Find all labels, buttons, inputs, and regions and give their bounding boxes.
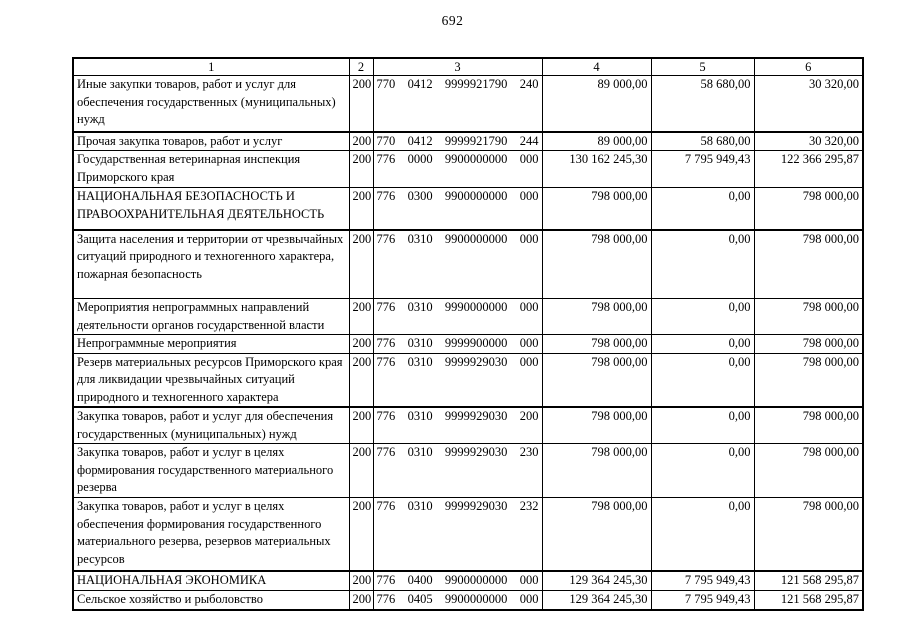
code-target-article: 9900000000 (444, 572, 508, 587)
table-row (73, 591, 863, 610)
cell-item-name: НАЦИОНАЛЬНАЯ БЕЗОПАСНОСТЬ И ПРАВООХРАНИТЕЛЬНАЯ ДЕЯТЕЛЬНОСТЬ (73, 188, 349, 230)
code-target-article: 9999900000 (444, 336, 508, 350)
code-target-article: 9999921790 (444, 77, 508, 91)
cell-amount-col5: 7 795 949,43 (651, 591, 754, 610)
classification-codes-group (377, 299, 539, 317)
code-chief: 776 (376, 499, 396, 513)
code-section: 0412 (407, 77, 433, 91)
code-expense-kind: 232 (519, 499, 539, 513)
cell-amount-col4: 89 000,00 (542, 132, 651, 151)
code-section: 0412 (407, 133, 433, 148)
cell-amount-col4: 798 000,00 (542, 335, 651, 354)
table-row (73, 151, 863, 188)
code-chief: 776 (376, 409, 396, 423)
code-target-article: 9900000000 (444, 189, 508, 203)
code-expense-kind: 000 (519, 231, 539, 246)
cell-classification-codes (373, 335, 542, 354)
cell-amount-col6: 798 000,00 (754, 299, 863, 335)
code-section: 0000 (407, 152, 433, 166)
cell-amount-col6: 798 000,00 (754, 335, 863, 354)
cell-expense-type: 200 (349, 132, 373, 151)
code-expense-kind: 000 (519, 572, 539, 587)
cell-amount-col5: 0,00 (651, 230, 754, 299)
cell-amount-col4: 798 000,00 (542, 444, 651, 498)
code-section: 0310 (407, 336, 433, 350)
code-target-article: 9999929030 (444, 409, 508, 423)
code-section: 0405 (407, 592, 433, 606)
cell-item-name: НАЦИОНАЛЬНАЯ ЭКОНОМИКА (73, 571, 349, 591)
cell-expense-type: 200 (349, 498, 373, 571)
cell-amount-col4: 89 000,00 (542, 76, 651, 132)
cell-amount-col5: 0,00 (651, 299, 754, 335)
cell-amount-col5: 0,00 (651, 353, 754, 407)
code-section: 0310 (407, 409, 433, 423)
cell-amount-col6: 122 366 295,87 (754, 151, 863, 188)
code-expense-kind: 000 (519, 336, 539, 350)
cell-expense-type: 200 (349, 571, 373, 591)
cell-classification-codes (373, 230, 542, 299)
cell-classification-codes (373, 188, 542, 230)
cell-amount-col4: 798 000,00 (542, 498, 651, 571)
table-row (73, 335, 863, 354)
code-target-article: 9900000000 (444, 152, 508, 166)
classification-codes-group (377, 408, 539, 426)
cell-classification-codes (373, 299, 542, 335)
cell-amount-col4: 798 000,00 (542, 299, 651, 335)
cell-item-name: Закупка товаров, работ и услуг в целях обеспечения формирования государственного материального резерва, резервов материальных ресурсов (73, 498, 349, 571)
cell-amount-col6: 30 320,00 (754, 76, 863, 132)
column-header-1: 1 (73, 58, 349, 76)
cell-amount-col5: 0,00 (651, 444, 754, 498)
table-row (73, 571, 863, 591)
cell-amount-col6: 798 000,00 (754, 407, 863, 444)
classification-codes-group (377, 151, 539, 169)
code-expense-kind: 000 (519, 354, 539, 369)
table-row (73, 188, 863, 230)
cell-amount-col4: 798 000,00 (542, 188, 651, 230)
column-header-5: 5 (651, 58, 754, 76)
code-chief: 776 (376, 592, 396, 606)
cell-item-name: Защита населения и территории от чрезвычайных ситуаций природного и техногенного характера, пожарная безопасность (73, 230, 349, 299)
code-chief: 776 (376, 300, 396, 314)
table-row (73, 498, 863, 571)
classification-codes-group (377, 444, 539, 462)
code-chief: 776 (376, 189, 396, 203)
cell-classification-codes (373, 76, 542, 132)
cell-amount-col4: 130 162 245,30 (542, 151, 651, 188)
cell-item-name: Прочая закупка товаров, работ и услуг (73, 132, 349, 151)
code-target-article: 9999929030 (444, 354, 508, 369)
code-chief: 776 (376, 445, 396, 459)
code-expense-kind: 240 (519, 77, 539, 91)
cell-item-name: Мероприятия непрограммных направлений деятельности органов государственной власти (73, 299, 349, 335)
cell-expense-type: 200 (349, 591, 373, 610)
cell-expense-type: 200 (349, 444, 373, 498)
cell-amount-col5: 0,00 (651, 188, 754, 230)
cell-classification-codes (373, 151, 542, 188)
code-chief: 776 (376, 152, 396, 166)
cell-amount-col5: 58 680,00 (651, 76, 754, 132)
cell-item-name: Государственная ветеринарная инспекция Приморского края (73, 151, 349, 188)
cell-amount-col6: 798 000,00 (754, 444, 863, 498)
code-section: 0400 (407, 572, 433, 587)
code-expense-kind: 000 (519, 152, 539, 166)
column-header-3: 3 (373, 58, 542, 76)
cell-classification-codes (373, 498, 542, 571)
code-section: 0310 (407, 354, 433, 369)
table-row (73, 299, 863, 335)
cell-item-name: Закупка товаров, работ и услуг в целях формирования государственного материального резерва (73, 444, 349, 498)
cell-amount-col6: 798 000,00 (754, 188, 863, 230)
cell-classification-codes (373, 132, 542, 151)
table-row (73, 230, 863, 299)
table-row (73, 353, 863, 407)
classification-codes-group (377, 335, 539, 353)
column-header-2: 2 (349, 58, 373, 76)
cell-amount-col5: 0,00 (651, 407, 754, 444)
code-chief: 776 (376, 231, 396, 246)
table-row (73, 132, 863, 151)
cell-item-name: Закупка товаров, работ и услуг для обеспечения государственных (муниципальных) нужд (73, 407, 349, 444)
cell-expense-type: 200 (349, 407, 373, 444)
table-body (73, 76, 863, 610)
code-expense-kind: 000 (519, 189, 539, 203)
code-expense-kind: 230 (519, 445, 539, 459)
classification-codes-group (377, 354, 539, 372)
classification-codes-group (377, 591, 539, 609)
cell-amount-col6: 30 320,00 (754, 132, 863, 151)
table-row (73, 76, 863, 132)
cell-amount-col5: 0,00 (651, 498, 754, 571)
cell-expense-type: 200 (349, 353, 373, 407)
cell-classification-codes (373, 407, 542, 444)
cell-amount-col6: 798 000,00 (754, 230, 863, 299)
code-target-article: 9999921790 (444, 133, 508, 148)
code-section: 0310 (407, 499, 433, 513)
cell-item-name: Сельское хозяйство и рыболовство (73, 591, 349, 610)
code-section: 0310 (407, 300, 433, 314)
code-target-article: 9999929030 (444, 445, 508, 459)
code-expense-kind: 244 (519, 133, 539, 148)
cell-expense-type: 200 (349, 230, 373, 299)
code-section: 0310 (407, 231, 433, 246)
cell-amount-col5: 7 795 949,43 (651, 571, 754, 591)
code-chief: 776 (376, 572, 396, 587)
table-row (73, 407, 863, 444)
cell-classification-codes (373, 591, 542, 610)
code-section: 0310 (407, 445, 433, 459)
code-expense-kind: 000 (519, 300, 539, 314)
code-target-article: 9900000000 (444, 592, 508, 606)
classification-codes-group (377, 498, 539, 516)
classification-codes-group (377, 572, 539, 590)
cell-amount-col6: 798 000,00 (754, 353, 863, 407)
cell-amount-col4: 129 364 245,30 (542, 571, 651, 591)
code-chief: 776 (376, 354, 396, 369)
cell-amount-col6: 121 568 295,87 (754, 571, 863, 591)
code-target-article: 9999929030 (444, 499, 508, 513)
header-row (73, 58, 863, 76)
cell-classification-codes (373, 444, 542, 498)
code-expense-kind: 200 (519, 409, 539, 423)
cell-amount-col4: 798 000,00 (542, 230, 651, 299)
cell-amount-col4: 129 364 245,30 (542, 591, 651, 610)
cell-classification-codes (373, 353, 542, 407)
code-section: 0300 (407, 189, 433, 203)
cell-amount-col4: 798 000,00 (542, 407, 651, 444)
code-chief: 776 (376, 336, 396, 350)
cell-expense-type: 200 (349, 76, 373, 132)
cell-item-name: Резерв материальных ресурсов Приморского края для ликвидации чрезвычайных ситуаций природного и техногенного характера (73, 353, 349, 407)
code-chief: 770 (376, 133, 396, 148)
cell-amount-col6: 798 000,00 (754, 498, 863, 571)
cell-amount-col5: 0,00 (651, 335, 754, 354)
code-target-article: 9990000000 (444, 300, 508, 314)
page-number: 692 (441, 13, 464, 28)
classification-codes-group (377, 188, 539, 206)
cell-item-name: Непрограммные мероприятия (73, 335, 349, 354)
budget-table (72, 57, 864, 611)
cell-amount-col4: 798 000,00 (542, 353, 651, 407)
cell-amount-col5: 58 680,00 (651, 132, 754, 151)
column-header-4: 4 (542, 58, 651, 76)
classification-codes-group (377, 133, 539, 151)
code-chief: 770 (376, 77, 396, 91)
cell-expense-type: 200 (349, 335, 373, 354)
table-row (73, 444, 863, 498)
code-target-article: 9900000000 (444, 231, 508, 246)
cell-expense-type: 200 (349, 299, 373, 335)
cell-amount-col6: 121 568 295,87 (754, 591, 863, 610)
column-header-6: 6 (754, 58, 863, 76)
cell-amount-col5: 7 795 949,43 (651, 151, 754, 188)
cell-classification-codes (373, 571, 542, 591)
cell-expense-type: 200 (349, 188, 373, 230)
cell-item-name: Иные закупки товаров, работ и услуг для обеспечения государственных (муниципальных) нужд (73, 76, 349, 132)
cell-expense-type: 200 (349, 151, 373, 188)
classification-codes-group (377, 76, 539, 94)
classification-codes-group (377, 231, 539, 249)
code-expense-kind: 000 (519, 592, 539, 606)
